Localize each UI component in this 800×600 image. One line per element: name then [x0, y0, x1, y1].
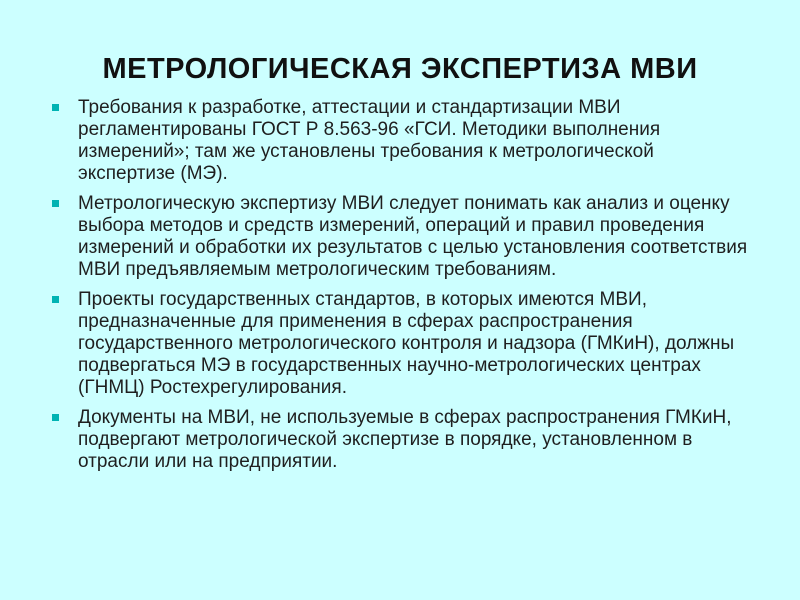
list-item — [52, 97, 752, 185]
slide-title: МЕТРОЛОГИЧЕСКАЯ ЭКСПЕРТИЗА МВИ — [102, 53, 698, 85]
bullet-text: Документы на МВИ, не используемые в сферах распространения ГМКиН, подвергают метрологической экспертизе в порядке, установленном в отрасли или на предприятии. — [78, 407, 732, 472]
bullet-text: Проекты государственных стандартов, в которых имеются МВИ, предназначенные для применения в сферах распространения государственного метрологического контроля и надзора (ГМКиН), должны подвергаться МЭ в государственных научно-метрологических центрах (ГНМЦ) Ростехрегулирования. — [78, 289, 735, 398]
square-bullet-icon — [52, 200, 59, 207]
bullet-list — [52, 97, 752, 481]
bullet-text: Метрологическую экспертизу МВИ следует понимать как анализ и оценку выбора методов и средств измерений, операций и правил проведения измерений и обработки их результатов с целью установления соответствия МВИ предъявляемым метрологическим требованиям. — [78, 193, 748, 280]
list-item — [52, 407, 752, 473]
list-item — [52, 289, 752, 399]
square-bullet-icon — [52, 104, 59, 111]
square-bullet-icon — [52, 296, 59, 303]
square-bullet-icon — [52, 414, 59, 421]
list-item — [52, 193, 752, 281]
bullet-text: Требования к разработке, аттестации и стандартизации МВИ регламентированы ГОСТ Р 8.563-96 «ГСИ. Методики выполнения измерений»; там же установлены требования к метрологической экспертизе (МЭ). — [78, 97, 661, 184]
